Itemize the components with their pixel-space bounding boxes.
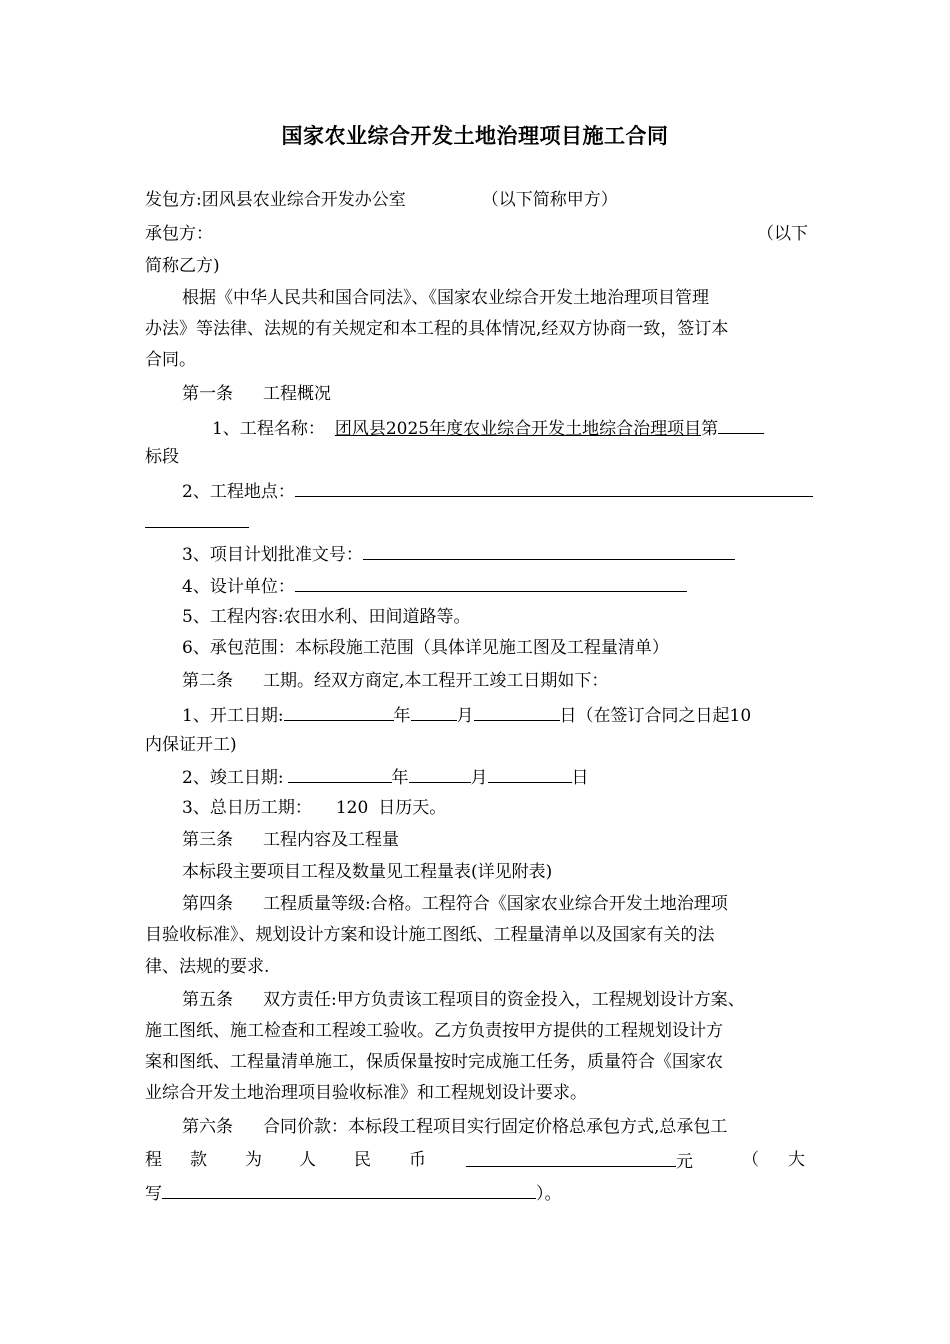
article-1-heading: 第一条 工程概况: [182, 384, 331, 404]
intro-line-1: 根据《中华人民共和国合同法》、《国家农业综合开发土地治理项目管理: [182, 288, 709, 308]
start-day-blank: [474, 702, 560, 721]
document-title: 国家农业综合开发土地治理项目施工合同: [281, 123, 669, 148]
start-year-blank: [284, 702, 394, 721]
approval-number-blank: [363, 541, 735, 560]
article-5-line-4: 业综合开发土地治理项目验收标准》和工程规划设计要求。: [145, 1083, 587, 1103]
article-4-line-1: 第四条 工程质量等级:合格。工程符合《国家农业综合开发土地治理项: [182, 894, 728, 914]
project-name-line-2: 标段: [145, 447, 179, 467]
party-b-note: （以下: [757, 224, 808, 244]
amount-in-words-line: 写 ）。: [145, 1180, 562, 1206]
article-5-line-3: 案和图纸、工程量清单施工，保质保量按时完成施工任务，质量符合《国家农: [145, 1052, 723, 1072]
project-content-line: 5、工程内容:农田水利、田间道路等。: [182, 607, 471, 627]
party-a-line: [145, 188, 618, 212]
article-4-line-3: 律、法规的要求.: [145, 957, 270, 977]
contract-price-line: 元: [466, 1148, 693, 1174]
intro-line-2: 办法》等法律、法规的有关规定和本工程的具体情况,经双方协商一致，签订本: [145, 319, 729, 339]
design-unit-blank: [295, 573, 687, 592]
article-5-line-2: 施工图纸、施工检查和工程竣工验收。乙方负责按甲方提供的工程规划设计方: [145, 1021, 723, 1041]
article-2-heading: 第二条 工期。经双方商定,本工程开工竣工日期如下：: [182, 671, 609, 691]
location-blank-cont: [145, 509, 249, 535]
start-date-note-cont: 内保证开工): [145, 735, 237, 755]
paren-open: （: [742, 1150, 759, 1170]
start-month-blank: [411, 702, 457, 721]
total-duration-value: 120: [335, 798, 369, 818]
party-a-note: （以下简称甲方）: [481, 190, 618, 210]
end-date-line: 2、竣工日期: 年 月 日: [182, 764, 589, 790]
end-month-blank: [409, 764, 471, 783]
start-date-line: 1、开工日期: 年 月 日（在签订合同之日起10: [182, 702, 751, 728]
party-b-note-cont: 简称乙方): [145, 256, 220, 276]
project-name-line: 1、工程名称： 团风县2025年度农业综合开发土地综合治理项目第: [212, 415, 764, 441]
total-duration-line: 3、总日历工期： 120 日历天。: [182, 798, 447, 818]
article-5-line-1: 第五条 双方责任:甲方负责该工程项目的资金投入，工程规划设计方案、: [182, 990, 745, 1010]
section-number-blank: [718, 415, 764, 434]
contract-scope-line: 6、承包范围：本标段施工范围（具体详见施工图及工程量清单）: [182, 638, 669, 658]
article-6-line-1: 第六条 合同价款：本标段工程项目实行固定价格总承包方式,总承包工: [182, 1117, 728, 1137]
end-year-blank: [288, 764, 392, 783]
approval-number-line: 3、项目计划批准文号：: [182, 541, 735, 567]
project-name-value: 团风县2025年度农业综合开发土地综合治理项目: [334, 419, 702, 439]
party-a-label: 发包方:团风县农业综合开发办公室: [145, 190, 406, 210]
contract-price-blank: [466, 1148, 676, 1167]
article-3-text: 本标段主要项目工程及数量见工程量表(详见附表): [182, 862, 553, 882]
design-unit-line: 4、设计单位：: [182, 573, 687, 599]
party-b-label: 承包方：: [145, 224, 213, 244]
end-day-blank: [488, 764, 572, 783]
article-3-heading: 第三条 工程内容及工程量: [182, 830, 399, 850]
da-char: 大: [788, 1150, 805, 1170]
project-location-line: 2、工程地点：: [182, 478, 813, 504]
intro-line-3: 合同。: [145, 350, 196, 370]
location-blank: [295, 478, 813, 497]
amount-in-words-blank: [162, 1180, 536, 1199]
article-4-line-2: 目验收标准》、规划设计方案和设计施工图纸、工程量清单以及国家有关的法: [145, 925, 715, 945]
